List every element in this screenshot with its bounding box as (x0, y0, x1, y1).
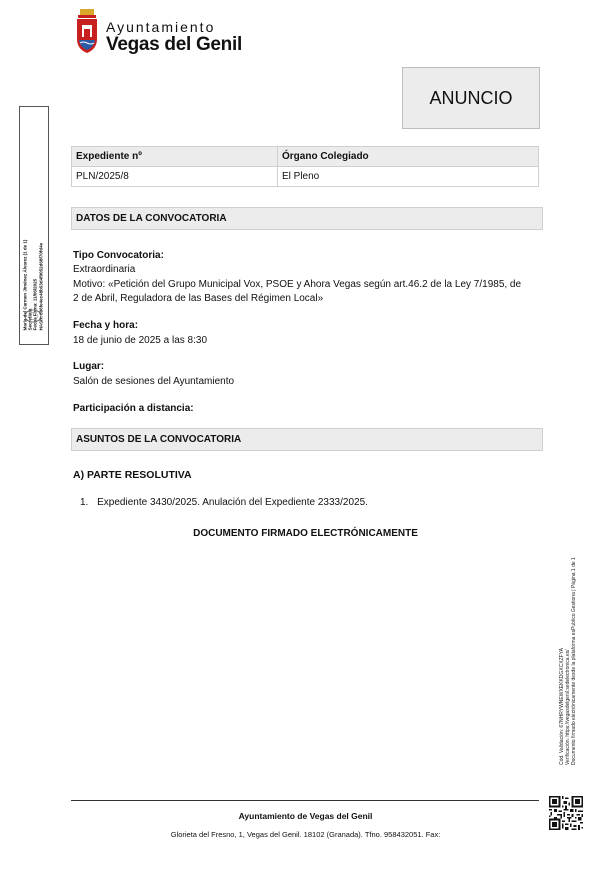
sign-hash: HASH: 896fe4ec48b53d4f9052d68f70fd4e (38, 242, 44, 331)
header-organo: Órgano Colegiado (278, 147, 539, 167)
signed-notice: DOCUMENTO FIRMADO ELECTRÓNICAMENTE (193, 528, 418, 539)
parte-resolutiva-heading: A) PARTE RESOLUTIVA (73, 469, 192, 481)
section-datos: DATOS DE LA CONVOCATORIA (71, 207, 543, 230)
signer-role: Secretaria (27, 308, 33, 331)
fecha-value: 18 de junio de 2025 a las 8:30 (73, 335, 207, 346)
footer-org-name: Ayuntamiento de Vegas del Genil (238, 811, 373, 821)
motivo-line2: 2 de Abril, Reguladora de las Bases del Régimen Local» (73, 293, 324, 304)
org-name-line2: Vegas del Genil (106, 34, 242, 55)
lugar-label: Lugar: (73, 361, 105, 372)
sign-date: Fecha Firma: 11/06/2025 (33, 278, 38, 331)
agenda-item-number: 1. (80, 497, 89, 508)
footer-divider (71, 800, 539, 801)
validation-code: Cód. Validación: 67NHRYWNEWXEKKDGXCXZFYA (559, 648, 565, 765)
seal-icon (24, 307, 42, 325)
tipo-label: Tipo Convocatoria: (73, 250, 164, 261)
lugar-value: Salón de sesiones del Ayuntamiento (73, 376, 235, 387)
organo-value: El Pleno (278, 167, 539, 187)
organization-name (106, 20, 242, 54)
section-asuntos: ASUNTOS DE LA CONVOCATORIA (71, 428, 543, 451)
agenda-item (80, 497, 368, 508)
table-header-row (72, 147, 539, 167)
verification-url: Verificación: https://vegasdelgenil.sedelectronica.es/ (565, 649, 571, 765)
signature-box (19, 106, 49, 345)
motivo-line1: Motivo: «Petición del Grupo Municipal Vox, PSOE y Ahora Vegas según art.46.2 de la Ley 7/1985, de (73, 279, 522, 290)
org-name-line1: Ayuntamiento (106, 19, 216, 35)
agenda-item-text: Expediente 3430/2025. Anulación del Expediente 2333/2025. (97, 497, 368, 508)
footer-address: Glorieta del Fresno, 1, Vegas del Genil. 18102 (Granada). Tfno. 958432051. Fax: (170, 830, 441, 839)
header-expediente: Expediente nº (72, 147, 278, 167)
tipo-value: Extraordinaria (73, 264, 136, 275)
verification-text (559, 535, 577, 765)
expediente-value: PLN/2025/8 (72, 167, 278, 187)
expediente-table (71, 146, 539, 187)
document-type-box: ANUNCIO (402, 67, 540, 129)
signer-name: María del Carmen Jiménez Álvarez (1 de 1) (22, 239, 28, 331)
signature-text (23, 120, 44, 330)
fecha-label: Fecha y hora: (73, 320, 139, 331)
table-row (72, 167, 539, 187)
participacion-label: Participación a distancia: (73, 403, 194, 414)
coat-of-arms-icon (74, 9, 100, 55)
verification-platform: Documento firmado electrónicamente desde la plataforma esPublico Gestiona | Página 1 de 1 (571, 557, 577, 765)
